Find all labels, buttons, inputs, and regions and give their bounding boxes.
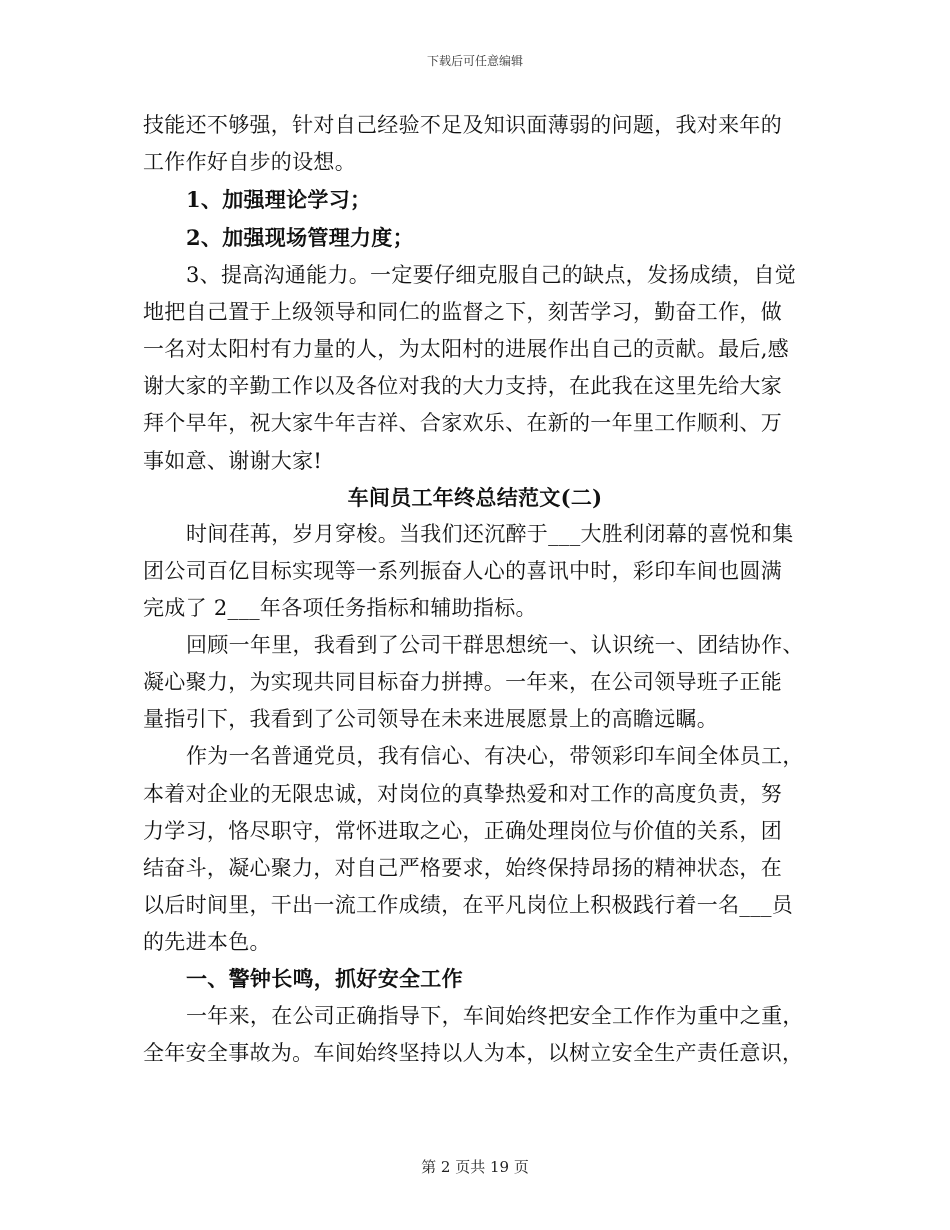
list-item-heading: 2、加强现场管理力度； [186, 225, 414, 250]
body-line: 以后时间里，干出一流工作成绩，在平凡岗位上积极践行着一名___员 [143, 893, 794, 917]
page-footer: 第 2 页共 19 页 [421, 1158, 529, 1176]
body-line: 本着对企业的无限忠诚，对岗位的真挚热爱和对工作的高度负责，努 [143, 782, 782, 806]
body-line: 结奋斗，凝心聚力，对自己严格要求，始终保持昂扬的精神状态，在 [143, 856, 782, 880]
section-title: 车间员工年终总结范文(二) [347, 485, 603, 510]
body-line: 回顾一年里，我看到了公司干群思想统一、认识统一、团结协作、 [186, 633, 804, 657]
body-line: 完成了 2___年各项任务指标和辅助指标。 [143, 596, 537, 620]
subsection-heading: 一、警钟长鸣，抓好安全工作 [186, 966, 463, 991]
body-line: 的先进本色。 [143, 930, 271, 954]
body-line: 全年安全事故为。车间始终坚持以人为本，以树立安全生产责任意识， [143, 1041, 804, 1065]
body-line: 一名对太阳村有力量的人，为太阳村的进展作出自己的贡献。最后,感 [143, 337, 789, 361]
body-line: 时间荏苒，岁月穿梭。当我们还沉醉于___大胜利闭幕的喜悦和集 [186, 522, 794, 546]
page-header: 下载后可任意编辑 [426, 54, 523, 68]
body-line: 一年来，在公司正确指导下，车间始终把安全工作作为重中之重， [186, 1004, 804, 1028]
body-line: 团公司百亿目标实现等一系列振奋人心的喜讯中时，彩印车间也圆满 [143, 559, 782, 583]
body-line: 力学习，恪尽职守，常怀进取之心，正确处理岗位与价值的关系，团 [143, 819, 782, 843]
body-line: 地把自己置于上级领导和同仁的监督之下，刻苦学习，勤奋工作，做 [143, 300, 782, 324]
body-line: 凝心聚力，为实现共同目标奋力拼搏。一年来，在公司领导班子正能 [143, 670, 782, 694]
body-line: 工作作好自步的设想。 [143, 150, 356, 174]
body-line: 3、提高沟通能力。一定要仔细克服自己的缺点，发扬成绩，自觉 [186, 263, 797, 287]
body-line: 量指引下，我看到了公司领导在未来进展愿景上的高瞻远瞩。 [143, 707, 719, 731]
body-line: 谢大家的辛勤工作以及各位对我的大力支持，在此我在这里先给大家 [143, 374, 782, 398]
body-line: 技能还不够强，针对自己经验不足及知识面薄弱的问题，我对来年的 [143, 113, 782, 137]
body-line: 事如意、谢谢大家! [143, 449, 323, 473]
body-line: 作为一名普通党员，我有信心、有决心，带领彩印车间全体员工， [186, 744, 804, 768]
list-item-heading: 1、加强理论学习； [186, 187, 372, 212]
body-line: 拜个早年，祝大家牛年吉祥、合家欢乐、在新的一年里工作顺利、万 [143, 411, 782, 435]
